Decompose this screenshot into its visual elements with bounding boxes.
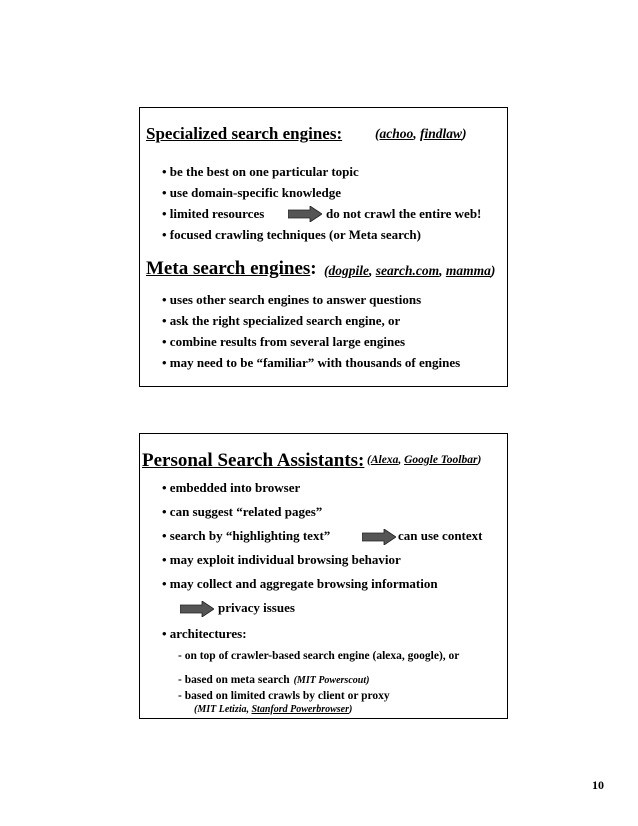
paren-open: ( — [367, 454, 371, 466]
arch-item-text: - based on meta search — [178, 674, 290, 686]
arch-item-note — [194, 704, 352, 715]
privacy-issues-text: privacy issues — [218, 600, 295, 615]
assistant-examples — [367, 454, 481, 466]
arch-item: - on top of crawler-based search engine (alexa, google), or — [178, 650, 460, 662]
bullet-item: • uses other search engines to answer questions — [162, 292, 422, 307]
use-context-text: can use context — [398, 528, 483, 543]
right-arrow-icon — [180, 601, 214, 617]
heading-meta: Meta search engines — [146, 258, 311, 279]
meta-examples — [324, 263, 495, 279]
slide-specialized-meta — [139, 107, 508, 387]
heading-specialized: Specialized search engines: — [146, 124, 343, 143]
bullet-item: • embedded into browser — [162, 480, 301, 495]
note-close: ) — [349, 704, 353, 715]
bullet-item: • focused crawling techniques (or Meta search) — [162, 227, 421, 242]
example-mamma: mamma — [445, 263, 491, 278]
paren-open: ( — [375, 126, 380, 141]
arch-item: - based on limited crawls by client or proxy — [178, 690, 390, 702]
paren-close: ) — [477, 454, 482, 466]
bullet-item: • can suggest “related pages” — [162, 504, 323, 519]
separator: , — [369, 263, 376, 278]
paren-close: ) — [490, 263, 496, 278]
slide-personal-assistants — [139, 433, 508, 719]
bullet-item: • use domain-specific knowledge — [162, 185, 341, 200]
paren-open: ( — [324, 263, 329, 278]
meta-heading-line — [146, 258, 317, 280]
no-crawl-text: do not crawl the entire web! — [326, 206, 482, 221]
example-alexa: Alexa — [370, 454, 399, 466]
note-open: (MIT Letizia, — [194, 704, 252, 715]
arch-item-note: (MIT Powerscout) — [293, 675, 370, 686]
right-arrow-icon — [288, 206, 322, 222]
bullet-item: • be the best on one particular topic — [162, 164, 359, 179]
example-achoo: achoo — [379, 126, 414, 141]
bullet-item: • may exploit individual browsing behavior — [162, 552, 401, 567]
bullet-item: • ask the right specialized search engine, or — [162, 313, 401, 328]
page-number: 10 — [592, 778, 604, 792]
paren-close: ) — [462, 126, 467, 141]
bullet-item: • may need to be “familiar” with thousands of engines — [162, 355, 461, 370]
specialized-examples — [375, 126, 467, 142]
separator: , — [413, 126, 420, 141]
example-google-toolbar: Google Toolbar — [404, 454, 478, 466]
bullet-item: • combine results from several large engines — [162, 334, 406, 349]
arch-item-meta — [178, 670, 369, 688]
architectures-label: • architectures: — [162, 626, 247, 641]
example-searchcom: search.com — [375, 263, 440, 278]
heading-personal-assistants: Personal Search Assistants: — [142, 450, 365, 471]
heading-colon: : — [310, 258, 317, 279]
bullet-item: • may collect and aggregate browsing information — [162, 576, 438, 591]
stanford-powerbrowser-link: Stanford Powerbrowser — [251, 704, 350, 715]
bullet-item: • search by “highlighting text” — [162, 528, 331, 543]
separator: , — [398, 454, 405, 466]
bullet-item: • limited resources — [162, 206, 265, 221]
example-findlaw: findlaw — [420, 126, 463, 141]
example-dogpile: dogpile — [328, 263, 369, 278]
right-arrow-icon — [362, 529, 396, 545]
separator: , — [439, 263, 446, 278]
